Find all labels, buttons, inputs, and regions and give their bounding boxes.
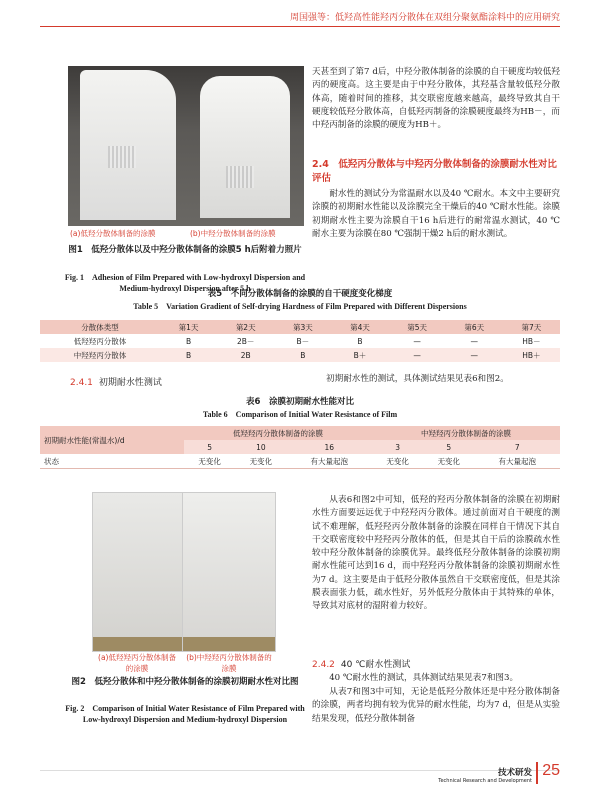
table-cell: B－ [296,336,310,346]
table5-title-cn: 表5 不同分散体制备的涂膜的自干硬度变化梯度 [207,289,393,299]
film-sample-b [200,76,290,218]
table5 [40,320,560,362]
table-header-cell: 第4天 [331,320,388,334]
table-cell: — [446,348,503,362]
table-header-cell: 分散体类型 [40,320,160,334]
table-cell: HB＋ [503,348,560,362]
table6 [40,426,560,469]
table6-header-row [40,426,560,440]
panel-base [183,637,275,651]
paragraph-initial-water-discussion: 从表6和图2中可知，低羟的羟丙分散体制备的涂膜在初期耐水性方面要远远优于中羟羟丙分散体。通过前面对自干硬度的测试不难理解，低羟羟丙分散体制备的涂膜在同样自干情况下其自干交联密度较中羟羟丙分散体的低，但是其自干后的涂膜疏水性较中羟分散体制备的涂膜优异。最终低羟分散体制备的涂膜初期耐水性能可达到16 d，而中羟羟丙分散体制备的涂膜初期耐水性为7 d。这主要是由于低羟分散体虽然自干交联密度低，但是其涂膜表面张力低，疏水性好，另外低羟分散体由于其特殊的单体，导致其对底材的湿附着力较好。 [312,495,560,612]
figure2-photo-a [92,492,184,652]
table-cell: B [274,348,331,362]
section-2-4-title: 2.4 低羟丙分散体与中羟丙分散体制备的涂膜耐水性对比评估 [312,159,557,184]
header-rule [40,26,560,27]
paragraph-water-resistance: 耐水性的测试分为常温耐水以及40 ℃耐水。本文中主要研究涂膜的初期耐水性能以及涂膜完全干燥后的40 ℃耐水性能。涂膜初期耐水性主要为涂膜自干16 h后进行的耐常温水测试，40 ℃耐水主要为涂膜在80 ℃强制干燥2 h后的耐水测试。 [312,189,560,239]
paragraph-2-4-1: 初期耐水性的测试，具体测试结果见表6和图2。 [326,374,509,384]
figure2-photo-b [182,492,276,652]
table-cell: 3 [372,440,423,454]
table-cell: B＋ [331,348,388,362]
table-header-cell: 第5天 [389,320,446,334]
table-header-cell: 第1天 [160,320,217,334]
table-cell: HB－ [522,336,541,346]
table-cell: 2B [217,348,274,362]
figure1-caption-en: Fig. 1 Adhesion of Film Prepared with Low-hydroxyl Dispersion and Medium-hydroxyl Dispersion after 5 h [64,273,306,293]
subsection-2-4-1 [70,375,162,388]
table-cell: 5 [423,440,474,454]
table-cell: 2B－ [237,336,255,346]
table-cell: 无变化 [235,454,286,469]
table-cell: — [413,336,421,346]
figure1-sublabel-b: (b)中羟分散体制备的涂膜 [190,229,276,238]
table-header-cell: 第6天 [446,320,503,334]
footer-tag-cn: 技术研发 [497,768,532,778]
table-cell: 10 [235,440,286,454]
subsection-2-4-2 [312,657,410,670]
table-cell: B [357,336,363,346]
paragraph-hardness: 天甚至到了第7 d后，中羟分散体制备的涂膜的自干硬度均较低羟丙的硬度高。这主要是由于中羟分散体，其羟基含量较低羟分散体高，随着时间的推移，其交联密度越来越高，最终导致其自干硬度较低羟分散体高，自低羟丙制备的涂膜硬度最终为HB－，而中羟丙制备的涂膜的硬度为HB＋。 [312,67,560,131]
panel-base [93,637,183,651]
film-sample-a [80,70,176,220]
subsection-title: 初期耐水性测试 [98,378,162,388]
table-cell: B [185,336,192,346]
table5-header-row [40,320,560,334]
subsection-number: 2.4.1 [70,378,93,388]
figure1-caption-cn: 图1 低羟分散体以及中羟分散体制备的涂膜5 h后附着力照片 [68,245,302,255]
crosshatch-mark [108,146,136,168]
table-cell: 无变化 [372,454,423,469]
figure2-sublabel-a: (a)低羟羟丙分散体制备的涂膜 [98,653,176,673]
table-row [40,334,560,348]
table6-title-en: Table 6 Comparison of Initial Water Resistance of Film [202,410,398,419]
table-cell: 7 [474,440,560,454]
table-cell: — [470,336,479,346]
subsection-number: 2.4.2 [312,660,335,670]
crosshatch-mark [226,166,254,188]
table-cell: 低羟羟丙分散体 [73,336,127,346]
figure2-caption-en: Fig. 2 Comparison of Initial Water Resistance of Film Prepared with Low-hydroxyl Dispersion and Medium-hydroxyl Dispersion [65,704,305,724]
table-cell: 无变化 [184,454,235,469]
table-cell: 5 [184,440,235,454]
table-header-cell: 低羟羟丙分散体制备的涂膜 [184,426,372,440]
table-header-cell: 初期耐水性能(常温水)/d [40,426,184,454]
table-row [40,454,560,469]
running-header: 周国强等：低羟高性能羟丙分散体在双组分聚氨酯涂料中的应用研究 [289,13,560,23]
table5-title-en: Table 5 Variation Gradient of Self-drying Hardness of Film Prepared with Different Dispersions [133,302,467,311]
figure2-caption-cn: 图2 低羟分散体和中羟分散体制备的涂膜初期耐水性对比图 [71,677,299,687]
table6-title-cn: 表6 涂膜初期耐水性能对比 [246,397,354,407]
table-cell: 中羟羟丙分散体 [40,348,160,362]
page-number: 25 [542,762,560,779]
table-cell: B [160,348,217,362]
table-header-cell: 第3天 [274,320,331,334]
table-cell: 16 [286,440,372,454]
table-cell: 状态 [40,454,184,469]
footer-tag-en: Technical Research and Development [438,778,532,784]
paragraph-2-4-2: 40 ℃耐水性的测试，具体测试结果见表7和图3。 [329,673,519,683]
subsection-title: 40 ℃耐水性测试 [340,660,411,670]
footer-divider [536,762,538,784]
paragraph-40c-discussion: 从表7和图3中可知，无论是低羟分散体还是中羟分散体制备的涂膜，两者均拥有较为优异的耐水性能，均为7 d，但是从实验结果发现，低羟分散体制备 [312,687,560,724]
figure2-sublabel-b: (b)中羟羟丙分散体制备的涂膜 [186,653,272,673]
table-header-cell: 第2天 [217,320,274,334]
figure1-photo-a [68,66,186,226]
table-header-cell: 第7天 [503,320,560,334]
table-header-cell: 中羟羟丙分散体制备的涂膜 [372,426,560,440]
table-cell: 有大量起泡 [474,454,560,469]
figure1-photo-b [186,66,304,226]
footer-section-tag [438,766,532,784]
table-cell: — [389,348,446,362]
table-cell: 有大量起泡 [286,454,372,469]
table-cell: 无变化 [423,454,474,469]
figure1-sublabel-a: (a)低羟分散体制备的涂膜 [70,229,156,238]
table-row [40,348,560,362]
